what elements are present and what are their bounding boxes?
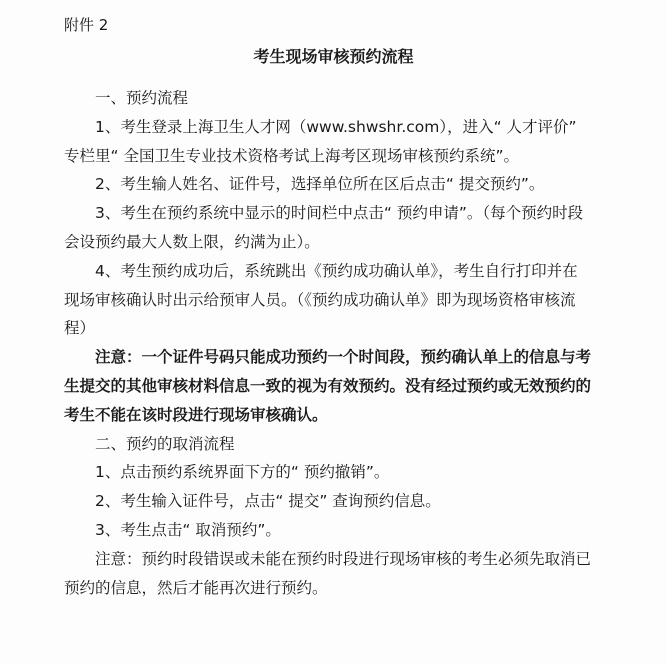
document-title: 考生现场审核预约流程 [253, 47, 414, 66]
attachment-label: 附件 2 [64, 16, 109, 34]
section-heading-cancel: 二、预约的取消流程 [95, 434, 235, 453]
cancel-step-2: 2、考生输入证件号，点击“ 提交” 查询预约信息。 [95, 492, 441, 511]
booking-step-2: 2、考生输人姓名、证件号，选择单位所在区后点击“ 提交预约”。 [95, 175, 545, 194]
booking-step-3: 3、考生在预约系统中显示的时间栏中点击“ 预约申请”。（每个预约时段会设预约最大人数上限，约满为止）。 [64, 204, 584, 251]
booking-step-1: 1、考生登录上海卫生人才网（www.shwshr.com），进入“ 人才评价” 专栏里“ 全国卫生专业技术资格考试上海考区现场审核预约系统”。 [64, 117, 577, 165]
cancel-note: 注意：预约时段错误或未能在预约时段进行现场审核的考生必须先取消已预约的信息，然后才能再次进行预约。 [64, 549, 592, 597]
cancel-step-3: 3、考生点击“ 取消预约”。 [95, 520, 281, 539]
section-heading-booking: 一、预约流程 [95, 89, 189, 107]
booking-note: 注意：一个证件号码只能成功预约一个时间段，预约确认单上的信息与考生提交的其他审核材料信息一致的视为有效预约。没有经过预约或无效预约的考生不能在该时段进行现场审核确认。 [64, 348, 592, 424]
cancel-step-1: 1、点击预约系统界面下方的“ 预约撤销”。 [95, 463, 390, 482]
booking-step-4: 4、考生预约成功后，系统跳出《预约成功确认单》，考生自行打印并在现场审核确认时出示给预审人员。（《预约成功确认单》即为现场资格审核流程） [64, 261, 578, 338]
document-body [64, 84, 592, 602]
